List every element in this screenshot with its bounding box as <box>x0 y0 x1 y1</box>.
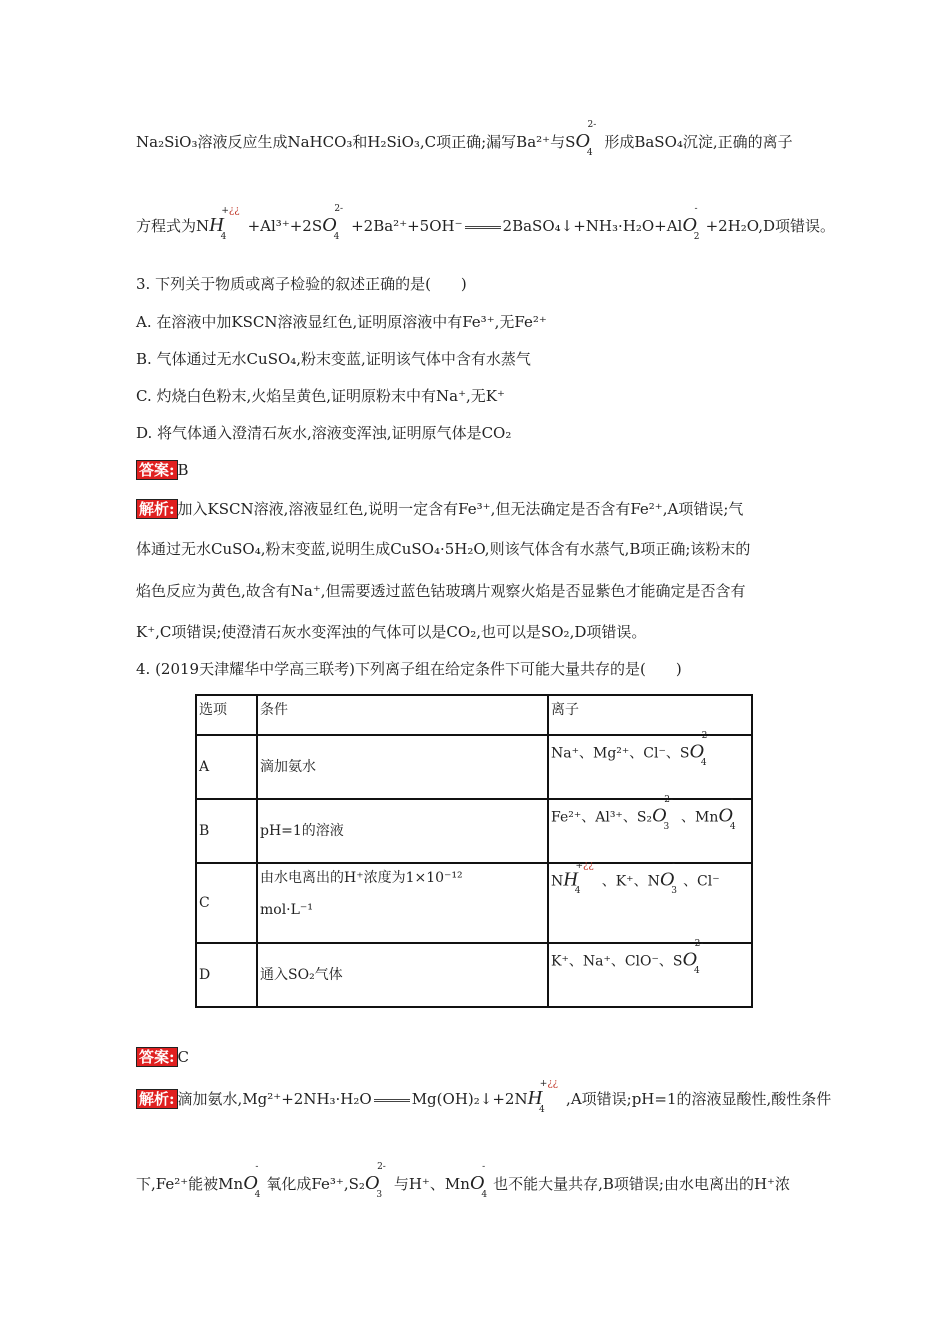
formula-nh4: $H_4^{+¿¿}$ <box>209 205 240 242</box>
q4-answer <box>136 1046 189 1068</box>
table-cell: K⁺、Na⁺、ClO⁻、$SO_4^{2-}$ <box>548 943 752 1007</box>
answer-tag: 答案: <box>136 460 178 480</box>
table-header: 选项 <box>196 695 257 735</box>
table-row <box>196 799 752 863</box>
table-cell: 滴加氨水 <box>257 735 548 799</box>
q4-analysis-line1: 解析: 滴加氨水,Mg²⁺+2NH₃·H₂O $Mg(OH)_2↓+2NH_4^{+¿¿},A$项错误;pH=1的溶液显酸性,酸性条件 <box>136 1085 831 1117</box>
answer-value: C <box>177 1048 190 1066</box>
q3-option-b: B. 气体通过无水CuSO₄,粉末变蓝,证明该气体中含有水蒸气 <box>136 350 531 368</box>
para1-line1 <box>136 120 793 160</box>
q4-stem: 4. (2019天津耀华中学高三联考)下列离子组在给定条件下可能大量共存的是( ) <box>136 660 682 678</box>
table-cell: B <box>196 799 257 863</box>
ion-table <box>195 694 753 1008</box>
formula-so4: $O_4^{2-}$ <box>322 204 344 242</box>
q3-analysis-line4: K⁺,C项错误;使澄清石灰水变浑浊的气体可以是CO₂,也可以是SO₂,D项错误。 <box>136 623 647 641</box>
table-cell: $NH_4^{+¿¿}$、K⁺、$NO_3^-$、Cl⁻ <box>548 863 752 943</box>
table-cell: D <box>196 943 257 1007</box>
analysis-tag: 解析: <box>136 1089 178 1109</box>
analysis-tag: 解析: <box>136 499 178 519</box>
q3-option-a: A. 在溶液中加KSCN溶液显红色,证明原溶液中有Fe³⁺,无Fe²⁺ <box>136 313 547 331</box>
answer-tag: 答案: <box>136 1047 178 1067</box>
formula-alo2: $O_2^-$ <box>682 204 700 242</box>
text: Na₂SiO₃溶液反应生成NaHCO₃和H₂SiO₃,C项正确;漏写Ba²⁺与S <box>136 133 576 151</box>
q3-option-c: C. 灼烧白色粉末,火焰呈黄色,证明原粉末中有Na⁺,无K⁺ <box>136 387 505 405</box>
table-cell: Fe²⁺、Al³⁺、$S_2O_3^{2-}$、MnO$_4$- <box>548 799 752 863</box>
q3-analysis-line2: 体通过无水CuSO₄,粉末变蓝,说明生成CuSO₄·5H₂O,则该气体含有水蒸气,B项正确;该粉末的 <box>136 540 751 558</box>
table-header-row <box>196 695 752 735</box>
answer-value: B <box>177 461 189 479</box>
table-cell: C <box>196 863 257 943</box>
q3-stem: 3. 下列关于物质或离子检验的叙述正确的是( ) <box>136 275 467 293</box>
table-cell: pH=1的溶液 <box>257 799 548 863</box>
table-cell: A <box>196 735 257 799</box>
para1-line2: 方程式为$NH_4^{+¿¿}+Al^{3+}+2SO_4^{2-}+2Ba^{2+}+5OH^-$ 2BaSO₄↓+NH₃·H₂O+AlO$_2$-+2H₂O,D项错误。 <box>136 204 835 242</box>
q3-analysis-line3: 焰色反应为黄色,故含有Na⁺,但需要透过蓝色钴玻璃片观察火焰是否显紫色才能确定是否含有 <box>136 582 746 600</box>
equals-sign <box>465 226 501 229</box>
table-cell: Na⁺、Mg²⁺、Cl⁻、$SO_4^{2-}$ <box>548 735 752 799</box>
text: 形成BaSO₄沉淀,正确的离子 <box>604 133 793 151</box>
equals-sign <box>374 1099 410 1102</box>
formula-so4: $O_4^{2-}$ <box>575 120 597 158</box>
q4-analysis-line2: 下,Fe²⁺能被MnO$_4$-氧化成$Fe^{3+},S_2O_3^{2-}$与H⁺、MnO$_4$-也不能大量共存,B项错误;由水电离出的H⁺浓 <box>136 1162 790 1200</box>
q3-analysis-line1: 解析: 加入KSCN溶液,溶液显红色,说明一定含有Fe³⁺,但无法确定是否含有Fe²⁺,A项错误;气 <box>136 498 743 520</box>
table-row <box>196 735 752 799</box>
table-row <box>196 863 752 943</box>
table-cell: 通入SO₂气体 <box>257 943 548 1007</box>
table-cell: 由水电离出的H⁺浓度为1×10⁻¹² mol·L⁻¹ <box>257 863 548 943</box>
table-row <box>196 943 752 1007</box>
table-header: 条件 <box>257 695 548 735</box>
q3-answer <box>136 459 189 481</box>
table-header: 离子 <box>548 695 752 735</box>
q3-option-d: D. 将气体通入澄清石灰水,溶液变浑浊,证明原气体是CO₂ <box>136 424 512 442</box>
